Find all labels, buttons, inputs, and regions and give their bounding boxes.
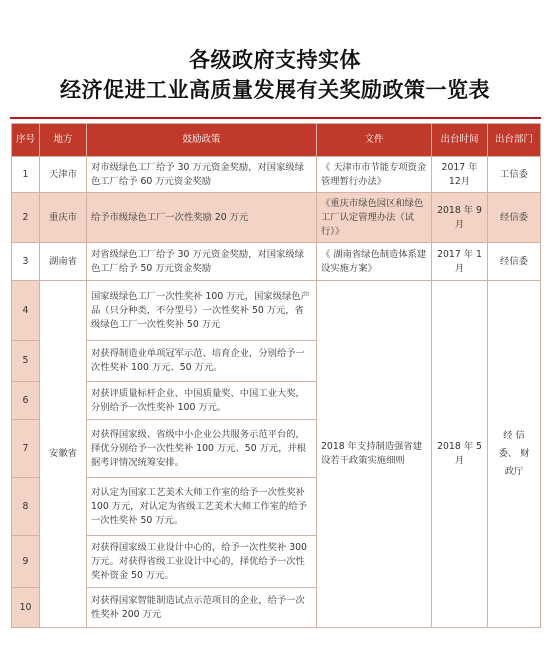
dept-label-anhui: 经 信 委、 财 政厅 bbox=[498, 430, 530, 477]
region-cell: 重庆市 bbox=[40, 193, 87, 243]
dept-cell: 工信委 bbox=[488, 157, 541, 193]
seq-cell: 5 bbox=[12, 341, 40, 382]
seq-cell: 4 bbox=[12, 281, 40, 341]
document-cell-anhui: 2018 年支持制造强省建设若干政策实施细则 bbox=[317, 281, 432, 628]
time-cell: 2018 年 9月 bbox=[432, 193, 488, 243]
region-cell: 天津市 bbox=[40, 157, 87, 193]
col-header-issue-time: 出台时间 bbox=[432, 124, 488, 157]
table-row bbox=[12, 281, 541, 341]
policy-table bbox=[11, 123, 541, 628]
col-header-document: 文件 bbox=[317, 124, 432, 157]
seq-cell: 7 bbox=[12, 420, 40, 478]
col-header-policy: 鼓励政策 bbox=[87, 124, 317, 157]
time-cell: 2017 年 1月 bbox=[432, 243, 488, 281]
policy-cell: 对省级绿色工厂给予 30 万元资金奖励，对国家级绿色工厂给予 50 万元资金奖励 bbox=[87, 243, 317, 281]
dept-cell: 经信委 bbox=[488, 193, 541, 243]
col-header-dept: 出台部门 bbox=[488, 124, 541, 157]
region-cell-anhui: 安徽省 bbox=[40, 281, 87, 628]
table-row bbox=[12, 193, 541, 243]
seq-cell: 6 bbox=[12, 382, 40, 420]
policy-cell: 国家级绿色工厂一次性奖补 100 万元，国家级绿色产品（只分种类，不分型号）一次性奖补 50 万元，省级绿色工厂一次性奖补 50 万元 bbox=[87, 281, 317, 341]
seq-cell: 9 bbox=[12, 536, 40, 588]
policy-cell: 对获得国家智能制造试点示范项目的企业，给予一次性奖补 200 万元 bbox=[87, 588, 317, 628]
col-header-region: 地方 bbox=[40, 124, 87, 157]
dept-cell-anhui bbox=[488, 281, 541, 628]
seq-cell: 2 bbox=[12, 193, 40, 243]
page-title-line2: 经济促进工业高质量发展有关奖励政策一览表 bbox=[60, 78, 490, 102]
seq-cell: 10 bbox=[12, 588, 40, 628]
title-rule bbox=[10, 117, 541, 119]
policy-cell: 对获得制造业单项冠军示范、培育企业，分别给予一次性奖补 100 万元、50 万元。 bbox=[87, 341, 317, 382]
page-title-line1: 各级政府支持实体 bbox=[189, 48, 361, 72]
seq-cell: 3 bbox=[12, 243, 40, 281]
policy-cell: 对获得国家级工业设计中心的，给予一次性奖补 300 万元。对获得省级工业设计中心的，择优给予一次性奖补资金 50 万元。 bbox=[87, 536, 317, 588]
col-header-seq: 序号 bbox=[12, 124, 40, 157]
policy-cell: 对获得国家级、省级中小企业公共服务示范平台的，择优分别给予一次性奖补 100 万元、50 万元，并根据考评情况统筹安排。 bbox=[87, 420, 317, 478]
table-row bbox=[12, 157, 541, 193]
policy-cell: 对认定为国家工艺美术大师工作室的给予一次性奖补 100 万元，对认定为省级工艺美术大师工作室的给予一次性奖补 50 万元。 bbox=[87, 478, 317, 536]
time-cell-anhui: 2018 年 5月 bbox=[432, 281, 488, 628]
dept-cell: 经信委 bbox=[488, 243, 541, 281]
policy-cell: 对市级绿色工厂给予 30 万元资金奖励，对国家级绿色工厂给予 60 万元资金奖励 bbox=[87, 157, 317, 193]
document-cell: 《重庆市绿色园区和绿色工厂认定管理办法（试行）》 bbox=[317, 193, 432, 243]
region-cell: 湖南省 bbox=[40, 243, 87, 281]
seq-cell: 8 bbox=[12, 478, 40, 536]
table-header-row bbox=[12, 124, 541, 157]
document-cell: 《 湖南省绿色制造体系建设实施方案》 bbox=[317, 243, 432, 281]
document-cell: 《 天津市市节能专项资金管理暂行办法》 bbox=[317, 157, 432, 193]
policy-cell: 给予市级绿色工厂一次性奖励 20 万元 bbox=[87, 193, 317, 243]
time-cell: 2017 年 12月 bbox=[432, 157, 488, 193]
table-row bbox=[12, 243, 541, 281]
seq-cell: 1 bbox=[12, 157, 40, 193]
policy-cell: 对获评质量标杆企业、中国质量奖、中国工业大奖，分别给予一次性奖补 100 万元。 bbox=[87, 382, 317, 420]
